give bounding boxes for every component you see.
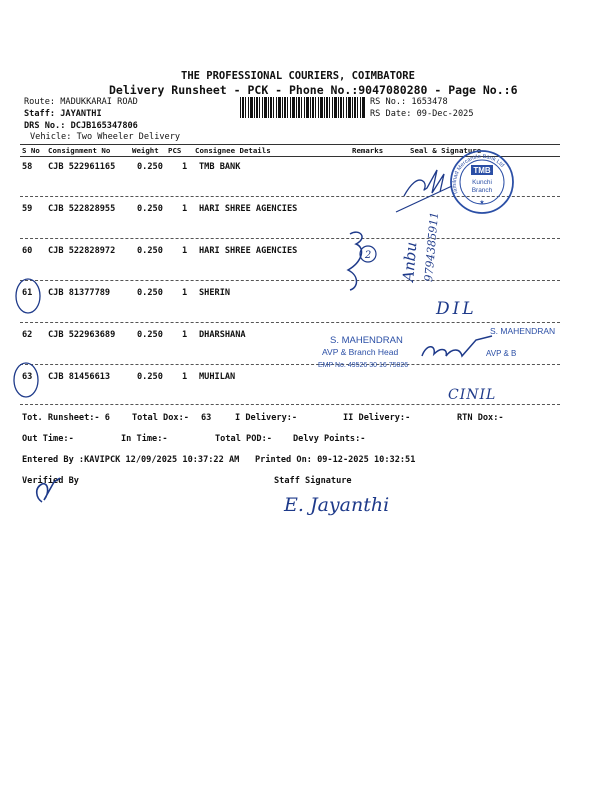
verified-signature <box>37 478 60 502</box>
delvy-points: Delvy Points:- <box>293 434 366 444</box>
in-time: In Time:- <box>121 434 168 444</box>
mahendran-stamp-title-2: AVP & B <box>486 349 517 358</box>
handwritten-anbu: Anbu <box>399 241 421 283</box>
col-consignee: Consignee Details <box>195 146 271 155</box>
mahendran-stamp-name: S. MAHENDRAN <box>330 335 403 346</box>
drs-value: DCJB165347806 <box>70 121 138 131</box>
mahendran-stamp-emp: EMP No. 49526 30 16 75026 <box>318 362 409 369</box>
ii-delivery: II Delivery:- <box>343 413 411 423</box>
row-consignee: TMB BANK <box>199 162 241 172</box>
rs-no-value: 1653478 <box>411 97 448 107</box>
staff-signature-handwritten: E. Jayanthi <box>284 494 390 516</box>
row-consignment: CJB 522828972 <box>48 246 116 256</box>
verified-by-label: Verified By <box>22 476 79 486</box>
row-consignment: CJB 81377789 <box>48 288 111 298</box>
row-sno: 60 <box>22 246 33 256</box>
row-consignee: DHARSHANA <box>199 330 246 340</box>
total-dox-value: 63 <box>201 413 212 423</box>
row-sno: 58 <box>22 162 33 172</box>
printed-on: Printed On: 09-12-2025 10:32:51 <box>255 455 416 465</box>
staff-label: Staff: <box>24 109 56 119</box>
out-time: Out Time:- <box>22 434 74 444</box>
bank-branch-line1: Kunchi <box>472 179 492 186</box>
row-weight: 0.250 <box>137 288 163 298</box>
row-pcs: 1 <box>182 246 188 256</box>
vehicle-value: Two Wheeler Delivery <box>76 132 181 142</box>
col-consignment: Consignment No <box>48 146 111 155</box>
rtn-dox: RTN Dox:- <box>457 413 504 423</box>
tot-runsheet: Tot. Runsheet:- 6 <box>22 413 110 423</box>
bank-stamp-star: ★ <box>479 199 485 206</box>
row-consignee: HARI SHREE AGENCIES <box>199 246 298 256</box>
row-weight: 0.250 <box>137 246 163 256</box>
bank-branch-line2: Branch <box>471 187 493 194</box>
drs-label: DRS No.: <box>24 121 66 131</box>
col-sno: S No <box>22 146 40 155</box>
col-pcs: PCS <box>168 146 182 155</box>
entered-by: Entered By :KAVIPCK 12/09/2025 10:37:22 AM <box>22 455 240 465</box>
row-pcs: 1 <box>182 162 188 172</box>
col-remarks: Remarks <box>352 146 384 155</box>
handwritten-dil: DIL <box>436 299 477 319</box>
vehicle-label: Vehicle: <box>30 132 72 142</box>
route-label: Route: <box>24 97 56 107</box>
rs-no-label: RS No.: <box>370 97 407 107</box>
row-weight: 0.250 <box>137 372 163 382</box>
runsheet-subtitle: Delivery Runsheet - PCK - Phone No.:9047080280 - Page No.:6 <box>109 83 518 97</box>
row-sno: 63 <box>22 372 33 382</box>
row-consignee: SHERIN <box>199 288 231 298</box>
row-pcs: 1 <box>182 330 188 340</box>
mahendran-stamp-name-2: S. MAHENDRAN <box>490 326 556 336</box>
row-weight: 0.250 <box>137 204 163 214</box>
row-consignment: CJB 522961165 <box>48 162 116 172</box>
i-delivery: I Delivery:- <box>235 413 298 423</box>
row-consignment: CJB 522828955 <box>48 204 116 214</box>
row-consignee: HARI SHREE AGENCIES <box>199 204 298 214</box>
row-consignment: CJB 81456613 <box>48 372 111 382</box>
circle-mark-63 <box>14 363 38 397</box>
signature-scribble-62 <box>422 336 492 356</box>
row-weight: 0.250 <box>137 330 163 340</box>
circled-2: 2 <box>364 250 372 261</box>
rs-date-label: RS Date: <box>370 109 412 119</box>
row-pcs: 1 <box>182 288 188 298</box>
col-seal-signature: Seal & Signature <box>410 146 482 155</box>
staff-value: JAYANTHI <box>60 109 102 119</box>
circle-mark-61 <box>16 279 40 313</box>
col-weight: Weight <box>132 146 159 155</box>
route-value: MADUKKARAI ROAD <box>60 97 138 107</box>
row-weight: 0.250 <box>137 162 163 172</box>
row-consignment: CJB 522963689 <box>48 330 116 340</box>
bank-stamp-ring-text: Tamilnad Mercantile Bank Ltd <box>451 153 505 196</box>
bank-logo: TMB <box>473 166 491 175</box>
handwritten-mark-60 <box>348 232 362 290</box>
staff-signature-label: Staff Signature <box>274 476 352 486</box>
row-consignee: MUHILAN <box>199 372 236 382</box>
mahendran-stamp-title: AVP & Branch Head <box>322 347 399 357</box>
bank-stamp <box>451 151 513 213</box>
row-pcs: 1 <box>182 372 188 382</box>
total-dox-label: Total Dox:- <box>132 413 189 423</box>
row-pcs: 1 <box>182 204 188 214</box>
total-pod: Total POD:- <box>215 434 272 444</box>
row-sno: 61 <box>22 288 33 298</box>
row-sno: 59 <box>22 204 33 214</box>
company-title: THE PROFESSIONAL COURIERS, COIMBATORE <box>181 70 415 82</box>
rs-date-value: 09-Dec-2025 <box>416 109 474 119</box>
handwritten-cinil: CINIL <box>448 387 497 403</box>
handwritten-phone: 9794385911 <box>422 211 442 283</box>
row-sno: 62 <box>22 330 33 340</box>
